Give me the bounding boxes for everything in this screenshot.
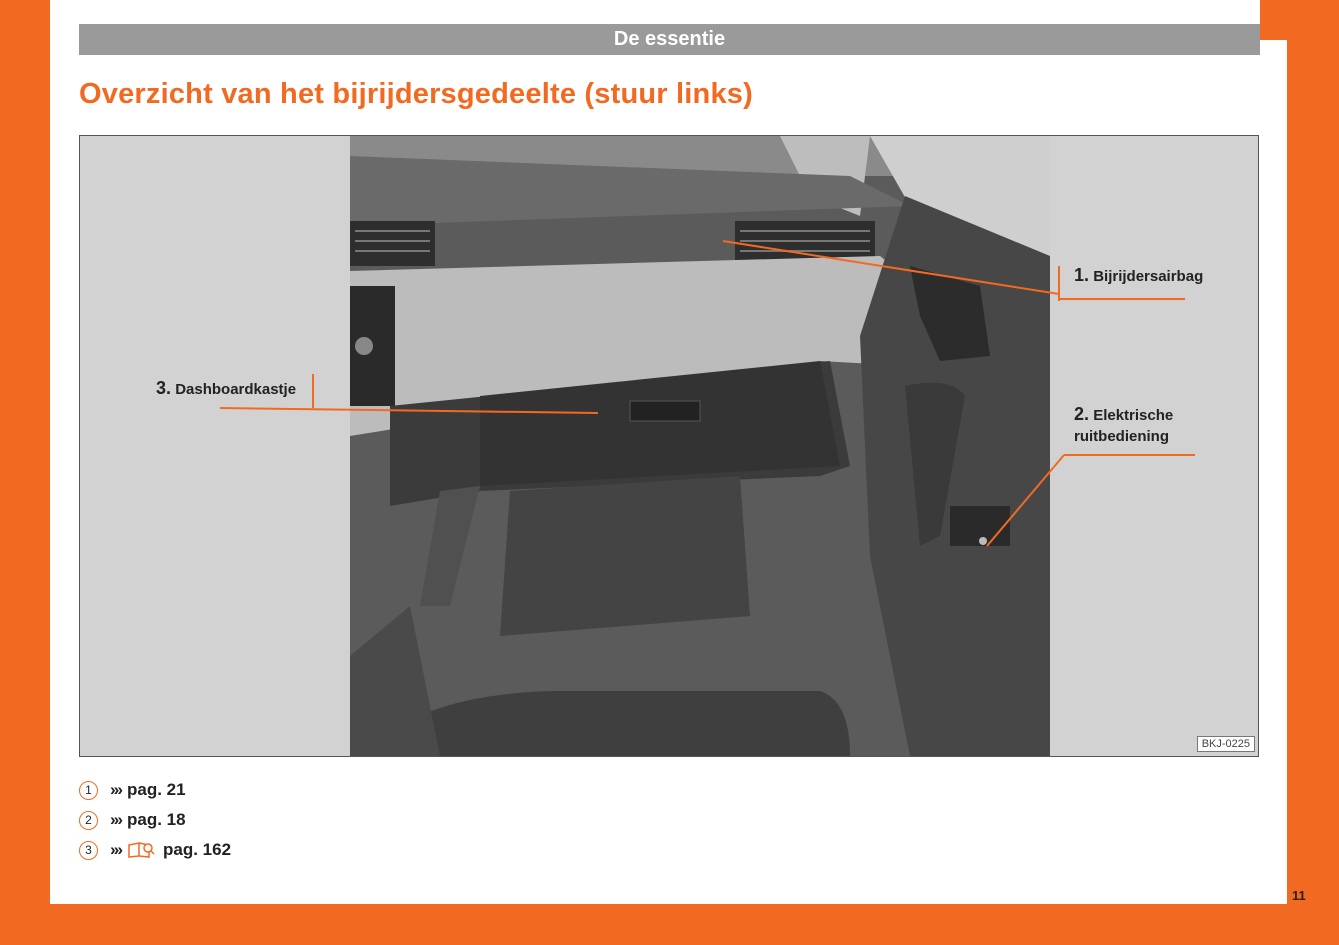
reference-number: 1 [79,781,98,800]
page-number: 11 [1292,888,1306,903]
reference-item [79,835,231,865]
reference-list [79,775,231,865]
page-title: Overzicht van het bijrijdersgedeelte (stuur links) [79,78,753,110]
callout-text: Elektrische [1093,407,1174,424]
page-border-corner [1260,0,1339,40]
reference-item [79,775,231,805]
callout-number: 3. [156,378,172,398]
book-search-icon [127,841,155,859]
callout-number: 2. [1074,404,1090,424]
section-header-bar [79,24,1260,55]
callout-text-line2: ruitbediening [1074,428,1169,445]
callout-power-window-control [1074,404,1173,447]
callout-glovebox [156,378,296,400]
reference-link[interactable]: pag. 162 [162,840,232,859]
reference-arrow-icon: ››› [110,840,121,859]
reference-item [79,805,231,835]
callout-text: Bijrijdersairbag [1093,268,1204,285]
section-title: De essentie [613,28,726,50]
figure-passenger-area [79,135,1259,757]
callout-number: 1. [1074,265,1090,285]
callout-passenger-airbag [1074,265,1203,287]
reference-link[interactable]: pag. 21 [126,780,186,799]
dashboard-photo [350,136,1050,756]
figure-code: BKJ-0225 [1197,736,1255,752]
reference-number: 2 [79,811,98,830]
reference-link[interactable]: pag. 18 [126,810,186,829]
reference-number: 3 [79,841,98,860]
callout-text: Dashboardkastje [175,381,297,398]
reference-arrow-icon: ››› [110,810,121,829]
reference-arrow-icon: ››› [110,780,121,799]
